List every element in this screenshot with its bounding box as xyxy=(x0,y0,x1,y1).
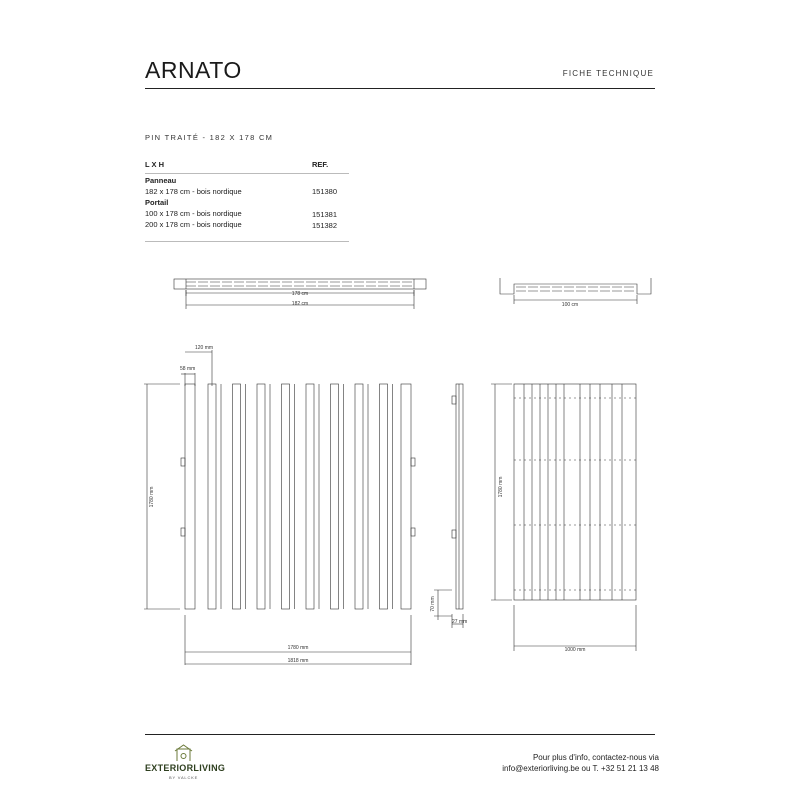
panel-post xyxy=(401,384,411,609)
spec-group-portail: Portail xyxy=(145,198,169,207)
spec-dims: 200 x 178 cm - bois nordique xyxy=(145,220,242,229)
dim-gate-width: 1000 mm xyxy=(564,647,586,653)
side-view xyxy=(434,384,463,628)
spec-group-panneau: Panneau xyxy=(145,176,177,185)
dim-gate-top: 100 cm xyxy=(561,302,579,308)
spec-dims: 100 x 178 cm - bois nordique xyxy=(145,209,242,218)
spec-dims: 182 x 178 cm - bois nordique xyxy=(145,187,242,196)
dim-slat-width: 58 mm xyxy=(180,366,196,372)
panel-rail-tab xyxy=(181,528,185,536)
spec-header-ref: REF. xyxy=(312,160,329,169)
spec-ref: 151382 xyxy=(312,221,338,230)
spec-ref: 151380 xyxy=(312,187,338,196)
dim-panel-width-outer: 1818 mm xyxy=(287,658,309,664)
brand-name: EXTERIORLIVING xyxy=(145,763,226,773)
contact-details: info@exteriorliving.be ou T. +32 51 21 13 48 xyxy=(502,764,659,773)
dim-top-outer: 182 cm xyxy=(291,301,309,307)
panel-post xyxy=(185,384,195,609)
contact-text: Pour plus d'info, contactez-nous via xyxy=(532,753,659,762)
panel-rail-tab xyxy=(181,458,185,466)
panel-front-view xyxy=(144,350,415,665)
spec-header-dims: L X H xyxy=(145,160,165,169)
dim-gate-height: 1780 mm xyxy=(498,476,504,498)
panel-slat xyxy=(282,384,290,609)
panel-slat xyxy=(380,384,388,609)
dim-side-thickness: 27 mm xyxy=(452,619,468,625)
page-title: ARNATO xyxy=(145,57,242,83)
panel-slat xyxy=(208,384,216,609)
panel-slat xyxy=(257,384,265,609)
gate-front-view xyxy=(491,384,636,651)
gate-top-view xyxy=(500,278,651,304)
panel-rail-tab xyxy=(411,528,415,536)
panel-slat xyxy=(331,384,339,609)
dim-panel-height: 1780 mm xyxy=(149,486,155,508)
product-subtitle: PIN TRAITÉ - 182 X 178 CM xyxy=(145,133,274,142)
panel-slat xyxy=(306,384,314,609)
dim-top-inner: 178 cm xyxy=(291,291,309,297)
dim-side-depth: 70 mm xyxy=(430,596,436,612)
document-type-label: FICHE TECHNIQUE xyxy=(562,69,654,78)
brand-tagline: BY VALCKE xyxy=(169,775,199,780)
dim-panel-width-inner: 1780 mm xyxy=(287,645,309,651)
dim-slat-gap: 120 mm xyxy=(195,345,214,351)
spec-ref: 151381 xyxy=(312,210,338,219)
panel-slat xyxy=(355,384,363,609)
panel-rail-tab xyxy=(411,458,415,466)
footer-divider xyxy=(145,734,655,735)
panel-slat xyxy=(233,384,241,609)
